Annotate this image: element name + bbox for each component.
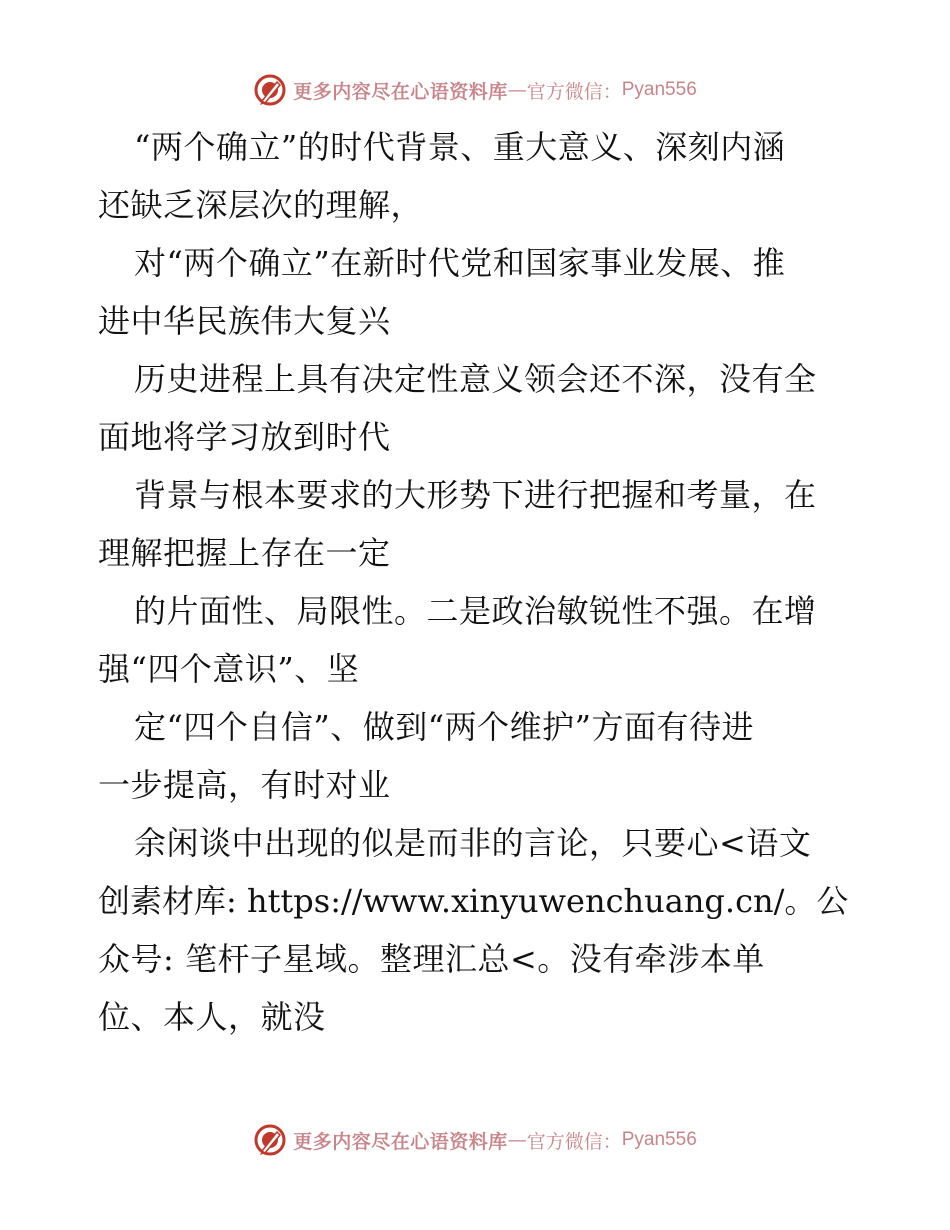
body-line: 还缺乏深层次的理解， [98,186,424,224]
body-line: 定“四个自信”、做到“两个维护”方面有待进 [134,708,754,746]
banner-separator: — [507,79,527,101]
document-body [98,118,858,1046]
body-line: 余闲谈中出现的似是而非的言论，只要心<语文 [134,824,812,862]
body-line: 历史进程上具有决定性意义领会还不深，没有全 [134,360,817,398]
body-line: 位、本人，就没 [98,998,326,1036]
pen-logo-icon [253,1123,287,1157]
banner-wechat-label: 官方微信： [526,80,622,103]
pen-logo-icon [253,73,287,107]
body-line: 创素材库: https://www.xinyuwenchuang.cn/。公 [98,882,849,920]
body-line: 众号: 笔杆子星域。整理汇总<。没有牵涉本单 [98,940,765,978]
banner-site-text: 更多内容尽在心语资料库 [293,1130,508,1153]
body-line: 强“四个意识”、坚 [98,650,360,688]
banner-site-text: 更多内容尽在心语资料库 [293,80,508,103]
body-line: 理解把握上存在一定 [98,534,391,572]
body-line: “两个确立”的时代背景、重大意义、深刻内涵 [134,128,786,166]
footer-watermark-banner [0,1120,950,1160]
banner-wechat-id: Pyan556 [621,1129,697,1150]
body-line: 的片面性、局限性。二是政治敏锐性不强。在增 [134,592,817,630]
body-line: 背景与根本要求的大形势下进行把握和考量，在 [134,476,817,514]
banner-separator: — [507,1129,527,1151]
body-line: 对“两个确立”在新时代党和国家事业发展、推 [134,244,786,282]
body-line: 进中华民族伟大复兴 [98,302,391,340]
banner-wechat-label: 官方微信： [526,1130,622,1153]
banner-wechat-id: Pyan556 [621,79,697,100]
header-watermark-banner [0,70,950,110]
body-line: 一步提高，有时对业 [98,766,391,804]
body-line: 面地将学习放到时代 [98,418,391,456]
